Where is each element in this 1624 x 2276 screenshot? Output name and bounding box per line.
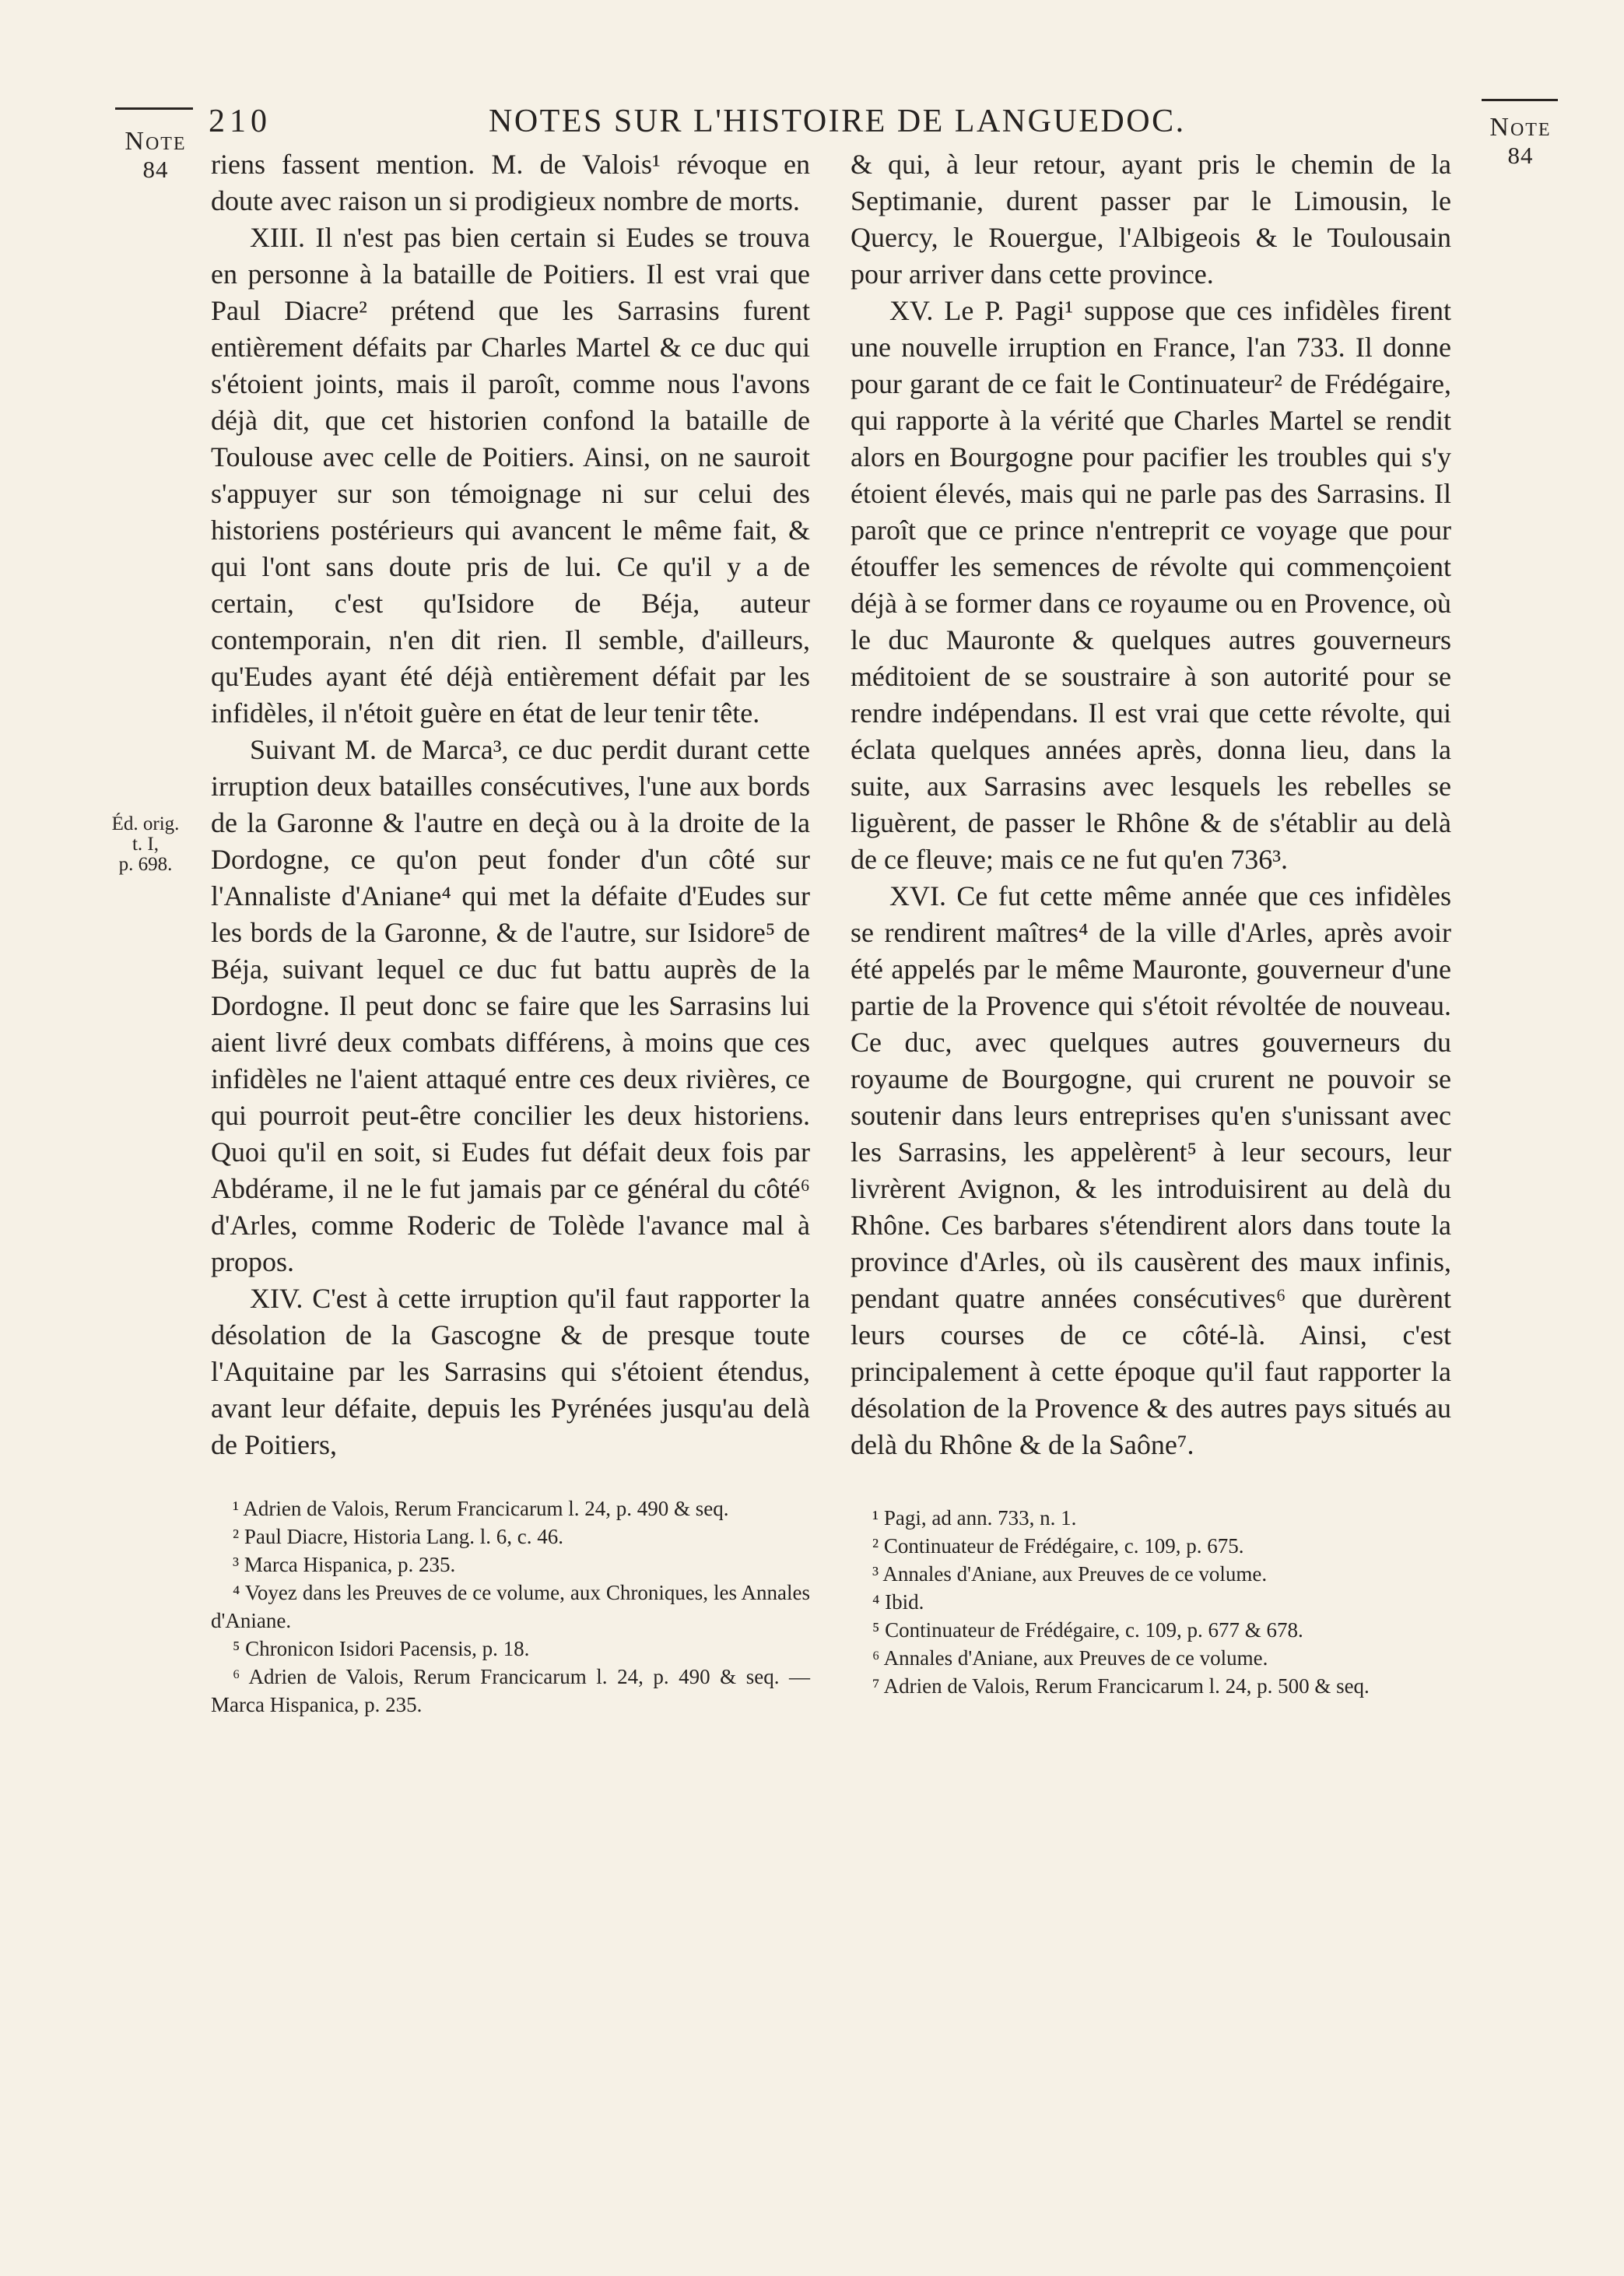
- note-label-left-text: Note: [125, 127, 187, 156]
- note-label-left: [117, 128, 195, 184]
- header-rule-left: [115, 107, 193, 110]
- left-paragraph-section-xiv: XIV. C'est à cette irruption qu'il faut rapporter la désolation de la Gascogne & de presque toute l'Aquitaine par les Sarrasins qui s'étoient étendus, avant leur défaite, depuis les Pyrénées jusqu'au delà de Poitiers,: [211, 1283, 810, 1460]
- right-paragraph-section-xv: XV. Le P. Pagi¹ suppose que ces infidèles firent une nouvelle irruption en France, l'an 733. Il donne pour garant de ce fait le Continuateur² de Frédégaire, qui rapporte à la vérité que Charles Martel se rendit alors en Bourgogne pour pacifier les troubles qui s'y étoient élevés, mais qui ne parle pas des Sarrasins. Il paroît que ce prince n'entreprit ce voyage que pour étouffer les semences de révolte qui commençoient déjà à se former dans ce royaume ou en Provence, où le duc Mauronte & quelques autres gouverneurs méditoient de se soustraire à son autorité pour se rendre indépendans. Il est vrai que cette révolte, qui éclata quelques années après, donna lieu, dans la suite, aux Sarrasins avec lesquels les rebelles se liguèrent, de passer le Rhône & de s'établir au delà de ce fleuve; mais ce ne fut qu'en 736³.: [851, 295, 1451, 875]
- right-paragraph-section-xvi: XVI. Ce fut cette même année que ces infidèles se rendirent maîtres⁴ de la ville d'Arles, après avoir été appelés par le même Mauronte, gouverneur d'une partie de la Provence qui s'étoit révoltée de nouveau. Ce duc, avec quelques autres gouverneurs du royaume de Bourgogne, qui crurent ne pouvoir se soutenir dans leurs entreprises qu'en s'unissant avec les Sarrasins, les appelèrent⁵ à leur secours, leur livrèrent Avignon, & les introduisirent au delà du Rhône. Ces barbares s'étendirent alors dans toute la province d'Arles, où ils causèrent des maux infinis, pendant quatre années consécutives⁶ que durèrent leurs courses de ce côté-là. Ainsi, c'est principalement à cette époque qu'il faut rapporter la désolation de la Provence & des autres pays situés au delà du Rhône & de la Saône⁷.: [851, 880, 1451, 1460]
- left-footnote-2: ² Paul Diacre, Historia Lang. l. 6, c. 46.: [233, 1525, 563, 1548]
- margin-note-line-2: t. I,: [132, 834, 160, 855]
- left-footnote-4: ⁴ Voyez dans les Preuves de ce volume, aux Chroniques, les Annales d'Aniane.: [211, 1581, 810, 1632]
- left-footnote-3: ³ Marca Hispanica, p. 235.: [233, 1553, 456, 1576]
- margin-note-original-edition: [87, 814, 204, 875]
- left-paragraph-section-xiii: XIII. Il n'est pas bien certain si Eudes se trouva en personne à la bataille de Poitiers. Il est vrai que Paul Diacre² prétend que les Sarrasins furent entièrement défaits par Charles Martel & ce duc qui s'étoient joints, mais il paroît, comme nous l'avons déjà dit, que cet historien confond la bataille de Toulouse avec celle de Poitiers. Ainsi, on ne sauroit s'appuyer sur son témoignage ni sur celui des historiens postérieurs qui avancent le même fait, & qui l'ont sans doute pris de lui. Ce qu'il y a de certain, c'est qu'Isidore de Béja, auteur contemporain, n'en dit rien. Il semble, d'ailleurs, qu'Eudes ayant été déjà entièrement défait par les infidèles, il n'étoit guère en état de leur tenir tête.: [211, 222, 810, 729]
- right-footnote-4: ⁴ Ibid.: [872, 1590, 924, 1614]
- right-column: [851, 146, 1451, 1700]
- right-footnote-2: ² Continuateur de Frédégaire, c. 109, p. 675.: [872, 1534, 1244, 1558]
- header-rule-right: [1482, 99, 1558, 101]
- note-number-left: 84: [142, 156, 169, 183]
- right-footnotes: [851, 1495, 1451, 1700]
- left-footnotes: [211, 1485, 810, 1719]
- right-footnote-5: ⁵ Continuateur de Frédégaire, c. 109, p. 677 & 678.: [872, 1618, 1303, 1642]
- right-footnote-3: ³ Annales d'Aniane, aux Preuves de ce volume.: [872, 1562, 1268, 1586]
- right-footnote-7: ⁷ Adrien de Valois, Rerum Francicarum l. 24, p. 500 & seq.: [872, 1674, 1370, 1698]
- right-footnote-1: ¹ Pagi, ad ann. 733, n. 1.: [872, 1506, 1077, 1530]
- left-column: [211, 146, 810, 1719]
- left-footnote-6: ⁶ Adrien de Valois, Rerum Francicarum l. 24, p. 490 & seq. — Marca Hispanica, p. 235.: [211, 1665, 810, 1716]
- right-footnote-6: ⁶ Annales d'Aniane, aux Preuves de ce volume.: [872, 1646, 1268, 1670]
- right-paragraph-continuation: & qui, à leur retour, ayant pris le chemin de la Septimanie, durent passer par le Limousin, le Quercy, le Rouergue, l'Albigeois & le Toulousain pour arriver dans cette province.: [851, 149, 1451, 290]
- note-label-right: [1482, 114, 1559, 170]
- left-paragraph-continuation: riens fassent mention. M. de Valois¹ révoque en doute avec raison un si prodigieux nombre de morts.: [211, 149, 810, 216]
- margin-note-line-3: p. 698.: [118, 854, 173, 875]
- left-paragraph-marca: Suivant M. de Marca³, ce duc perdit durant cette irruption deux batailles consécutives, l'une aux bords de la Garonne & l'autre en deçà ou à la droite de la Dordogne, ce qu'on peut fonder d'un côté sur l'Annaliste d'Aniane⁴ qui met la défaite d'Eudes sur les bords de la Garonne, & de l'autre, sur Isidore⁵ de Béja, suivant lequel ce duc fut battu auprès de la Dordogne. Il peut donc se faire que les Sarrasins lui aient livré deux combats différens, à moins que ces infidèles ne l'aient attaqué entre ces deux rivières, ce qui pourroit peut-être concilier les deux historiens. Quoi qu'il en soit, si Eudes fut défait deux fois par Abdérame, il ne le fut jamais par ce général du côté⁶ d'Arles, comme Roderic de Tolède l'avance mal à propos.: [211, 734, 810, 1277]
- note-number-right: 84: [1507, 142, 1534, 169]
- running-head: NOTES SUR L'HISTOIRE DE LANGUEDOC.: [489, 104, 1186, 139]
- left-footnote-1: ¹ Adrien de Valois, Rerum Francicarum l. 24, p. 490 & seq.: [233, 1497, 729, 1520]
- left-footnote-5: ⁵ Chronicon Isidori Pacensis, p. 18.: [233, 1637, 530, 1660]
- page-number: 210: [209, 104, 272, 139]
- margin-note-line-1: Éd. orig.: [111, 813, 180, 834]
- note-label-right-text: Note: [1489, 113, 1552, 142]
